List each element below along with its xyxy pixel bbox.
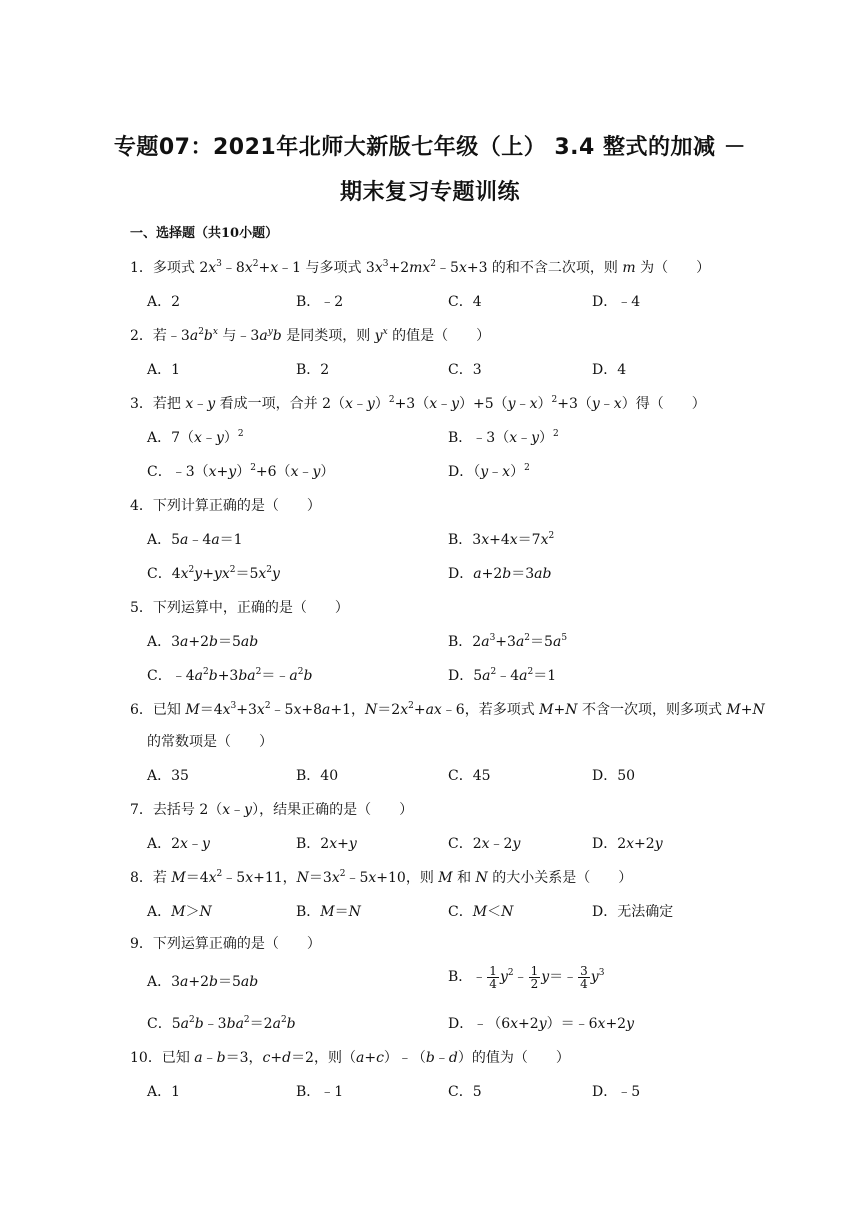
q7-option-a: A．2x﹣y — [147, 836, 210, 852]
q2-option-a: A．1 — [147, 362, 181, 378]
q2-option-d: D．4 — [592, 362, 627, 378]
question-6: 6．已知 $M=4x^3+3x^2﹣5x+8a+1$，$N=2x^2+ax﹣6$，若多项式 M+N 不含一次项，则多项式 M+N — [130, 701, 765, 718]
q5-option-a: A．3a+2b＝5ab — [147, 634, 259, 650]
q1-option-a: A．2 — [147, 294, 181, 310]
q3-option-c: C．$﹣3(x+y)^2+6(x﹣y)$ — [147, 463, 335, 480]
question-5: 5．下列运算中，正确的是（ ） — [130, 600, 349, 616]
q6-option-a: A．35 — [147, 768, 189, 784]
q9-option-a: A．3a+2b＝5ab — [147, 974, 259, 990]
q6-option-d: D．50 — [592, 768, 636, 784]
question-4: 4．下列计算正确的是（ ） — [130, 498, 321, 514]
q5-option-b: B．$2a^3+3a^2=5a^5$ — [448, 633, 568, 650]
q5-option-c: C．$﹣4a^2b+3ba^2=﹣a^2b$ — [147, 667, 313, 684]
question-6-line2: 的常数项是（ ） — [147, 734, 273, 750]
q8-option-b: B．M＝N — [296, 904, 361, 920]
question-9: 9．下列运算正确的是（ ） — [130, 936, 321, 952]
q3-option-d: D．（y﹣x）$^2$ — [448, 463, 530, 480]
q8-option-a: A．M＞N — [147, 904, 212, 920]
question-2: 2．若$﹣3a^2b^x$ 与$﹣3a^yb$ 是同类项，则 $y^x$ 的值是（ ） — [130, 327, 491, 344]
q8-option-d: D．无法确定 — [592, 904, 674, 920]
q7-option-c: C．2x﹣2y — [448, 836, 521, 852]
q1-option-d: D．﹣4 — [592, 294, 641, 310]
q2-option-c: C．3 — [448, 362, 482, 378]
q1-option-c: C．4 — [448, 294, 482, 310]
question-7: 7．去括号 2（x﹣y），结果正确的是（ ） — [130, 802, 414, 818]
q7-option-d: D．2x+2y — [592, 836, 663, 852]
q4-option-d: D．a+2b＝3ab — [448, 566, 552, 582]
q7-option-b: B．2x+y — [296, 836, 357, 852]
q3-option-b: B．﹣3（x﹣y）$^2$ — [448, 429, 559, 446]
q10-option-a: A．1 — [147, 1084, 181, 1100]
section-heading: 一、选择题（共10小题） — [130, 226, 279, 241]
question-1: 1．多项式 $2x^3﹣8x^2+x﹣1$ 与多项式 $3x^3+2mx^2﹣5x+3$ 的和不含二次项，则 m 为（ ） — [130, 259, 711, 276]
q5-option-d: D．$5a^2﹣4a^2=1$ — [448, 667, 557, 684]
q10-option-d: D．﹣5 — [592, 1084, 641, 1100]
q9-option-d: D．﹣（6x+2y）＝﹣6x+2y — [448, 1016, 634, 1032]
q6-option-c: C．45 — [448, 768, 491, 784]
document-title-line2: 期末复习专题训练 — [339, 180, 520, 205]
q4-option-b: B．$3x+4x=7x^2$ — [448, 531, 555, 548]
document-title-line1: 专题07：2021年北师大新版七年级（上） 3.4 整式的加减 － — [113, 135, 747, 160]
q10-option-b: B．﹣1 — [296, 1084, 344, 1100]
q3-option-a: A．7（x﹣y）$^2$ — [147, 429, 244, 446]
q9-option-b: B．﹣ $\frac{1}{4}$ $y^2﹣$ $\frac{1}{2}$ y＝﹣ $\frac{3}{4}$ $y^3$ — [448, 963, 605, 991]
q4-option-c: C．$4x^2y+yx^2=5x^2y$ — [147, 565, 280, 582]
question-8: 8．若 $M=4x^2﹣5x+11$，$N=3x^2﹣5x+10$，则 M 和 N 的大小关系是（ ） — [130, 869, 633, 886]
question-10: 10．已知 a﹣b＝3，c+d＝2，则（a+c）﹣（b﹣d）的值为（ ） — [130, 1050, 570, 1066]
q6-option-b: B．40 — [296, 768, 339, 784]
q1-option-b: B．﹣2 — [296, 294, 344, 310]
q8-option-c: C．M＜N — [448, 904, 514, 920]
q9-option-c: C．$5a^2b﹣3ba^2=2a^2b$ — [147, 1015, 296, 1032]
question-3: 3．若把 x﹣y 看成一项，合并 2（x﹣y）$^2$+3（x﹣y）+5（y﹣x）$^2$+3（y﹣x）得（ ） — [130, 395, 706, 412]
q4-option-a: A．5a﹣4a＝1 — [147, 532, 243, 548]
q2-option-b: B．2 — [296, 362, 330, 378]
q10-option-c: C．5 — [448, 1084, 482, 1100]
